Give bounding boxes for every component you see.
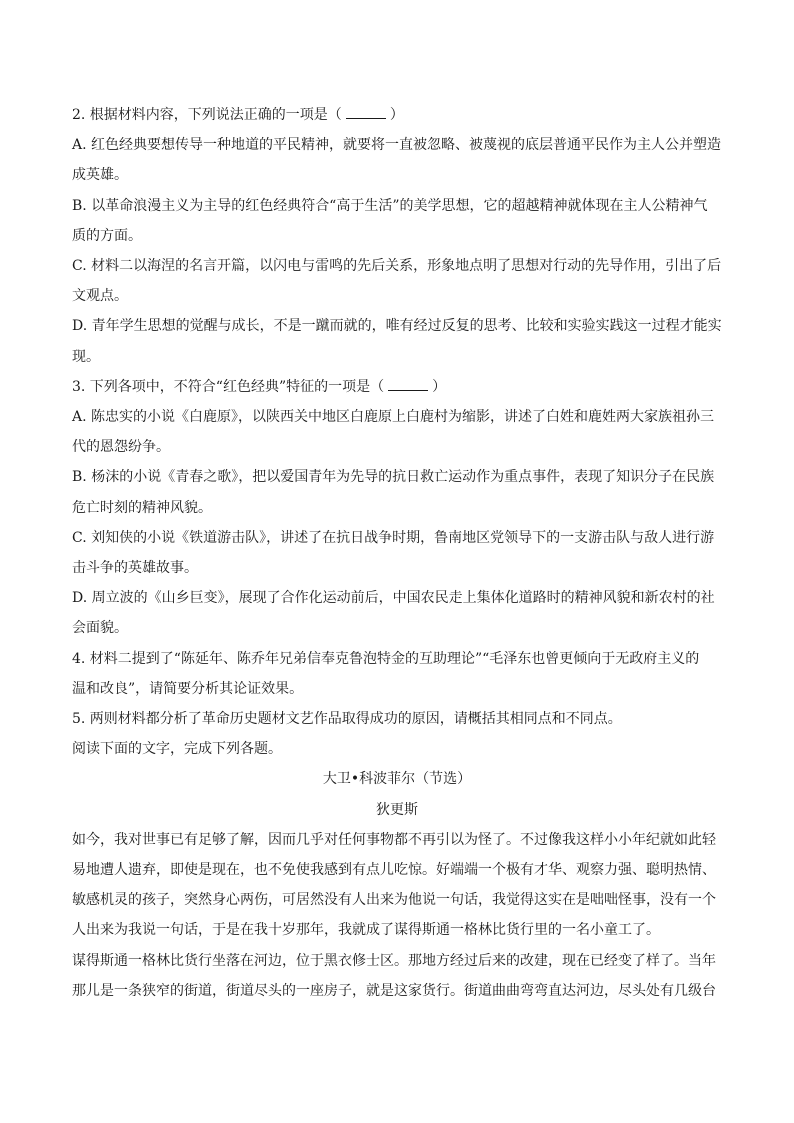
- q2-stem: 2. 根据材料内容，下列说法正确的一项是（ ）: [72, 100, 722, 130]
- q2-option-c-cont: 文观点。: [72, 288, 128, 305]
- q3-option-a-cont: 代的恩怨纷争。: [72, 439, 170, 456]
- q4-line-1: 4. 材料二提到了“陈延年、陈乔年兄弟信奉克鲁泡特金的互助理论”“毛泽东也曾更倾向于无政府主义的: [72, 650, 700, 667]
- q3-option-c-cont: 击斗争的英雄故事。: [72, 560, 198, 577]
- q3-option-a: A. 陈忠实的小说《白鹿原》，以陕西关中地区白鹿原上白鹿村为缩影，讲述了白姓和鹿姓两大家族祖孙三: [72, 409, 715, 426]
- q3-stem: 3. 下列各项中，不符合“红色经典”特征的一项是（ ）: [72, 372, 722, 402]
- answer-blank: [388, 376, 428, 391]
- q2-option-b: B. 以革命浪漫主义为主导的红色经典符合“高于生活”的美学思想，它的超越精神就体现在主人公精神气: [72, 197, 708, 214]
- q2-option-a-cont: 成英雄。: [72, 167, 128, 184]
- q4-line-2: 温和改良”，请简要分析其论证效果。: [72, 680, 304, 697]
- passage-line: 人出来为我说一句话，于是在我十岁那年，我就成了谋得斯通一格林比货行里的一名小童工了。: [72, 922, 660, 939]
- q3-option-c: C. 刘知侠的小说《铁道游击队》，讲述了在抗日战争时期，鲁南地区党领导下的一支游击队与敌人进行游: [72, 529, 715, 546]
- passage-line: 那儿是一条狭窄的街道，街道尽头的一座房子，就是这家货行。街道曲曲弯弯直达河边，尽头处有几级台: [72, 982, 716, 999]
- q2-option-c: C. 材料二以海涅的名言开篇，以闪电与雷鸣的先后关系，形象地点明了思想对行动的先导作用，引出了后: [72, 258, 722, 275]
- answer-blank: [346, 104, 386, 119]
- q3-option-b: B. 杨沫的小说《青春之歌》，把以爱国青年为先导的抗日救亡运动作为重点事件，表现了知识分子在民族: [72, 469, 715, 486]
- q3-option-d: D. 周立波的《山乡巨变》，展现了合作化运动前后，中国农民走上集体化道路时的精神风貌和新农村的社: [72, 590, 715, 607]
- passage-line: 如今，我对世事已有足够了解，因而几乎对任何事物都不再引以为怪了。不过像我这样小小年纪就如此轻: [72, 831, 716, 848]
- reading-instruction: 阅读下面的文字，完成下列各题。: [72, 741, 282, 758]
- passage-author: 狄更斯: [376, 801, 418, 818]
- passage-title: 大卫•科波菲尔（节选）: [322, 771, 472, 788]
- passage-line: 敏感机灵的孩子，突然身心两伤，可居然没有人出来为他说一句话，我觉得这实在是咄咄怪事，没有一个: [72, 892, 716, 909]
- q2-option-d: D. 青年学生思想的觉醒与成长，不是一蹴而就的，唯有经过反复的思考、比较和实验实践这一过程才能实: [72, 318, 722, 335]
- q5: 5. 两则材料都分析了革命历史题材文艺作品取得成功的原因，请概括其相同点和不同点。: [72, 711, 622, 728]
- passage-line: 谋得斯通一格林比货行坐落在河边，位于黑衣修士区。那地方经过后来的改建，现在已经变了样了。当年: [72, 952, 716, 969]
- q3-option-b-cont: 危亡时刻的精神风貌。: [72, 499, 212, 516]
- passage-line: 易地遭人遗弃，即使是现在，也不免使我感到有点儿吃惊。好端端一个极有才华、观察力强、聪明热情、: [72, 862, 716, 879]
- document-page: [72, 100, 722, 1006]
- q2-option-a: A. 红色经典要想传导一种地道的平民精神，就要将一直被忽略、被蔑视的底层普通平民作为主人公并塑造: [72, 137, 722, 154]
- q3-option-d-cont: 会面貌。: [72, 620, 128, 637]
- q2-option-d-cont: 现。: [72, 348, 100, 365]
- q2-option-b-cont: 质的方面。: [72, 227, 142, 244]
